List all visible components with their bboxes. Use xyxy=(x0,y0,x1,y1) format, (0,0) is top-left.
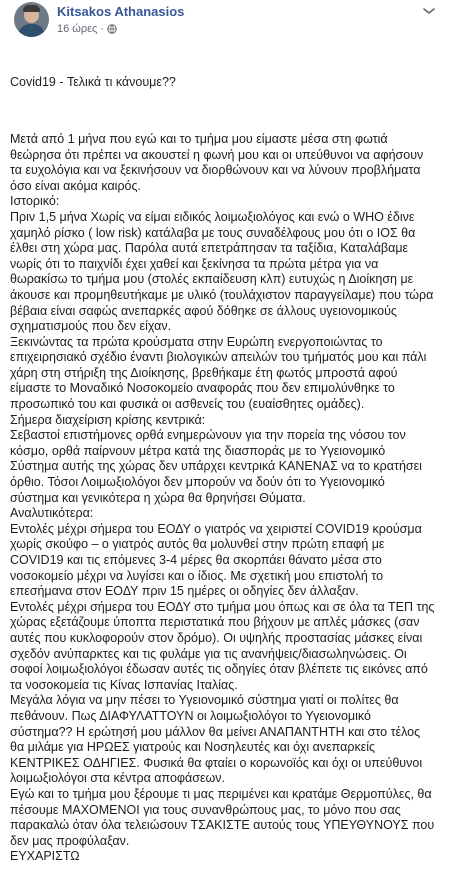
meta-separator: · xyxy=(100,23,105,35)
post-header xyxy=(10,0,442,40)
post-meta xyxy=(57,23,117,35)
post-content xyxy=(10,44,436,896)
author-name[interactable]: Kitsakos Athanasios xyxy=(57,4,185,19)
chevron-down-icon[interactable] xyxy=(422,6,436,16)
globe-icon xyxy=(107,24,117,34)
post-body: Μετά από 1 μήνα που εγώ και το τμήμα μου είμαστε μέσα στη φωτιά θεώρησα ότι πρέπει να ακουστεί η φωνή μου και οι υπεύθυνοι να αφήσουν τα ευχολόγια και να ξεκινήσουν να διορθώνουν και να λύνουν προβλήματα όσο είναι ακόμα καιρός. Ιστορικό: Πριν 1,5 μήνα Χωρίς να είμαι ειδικός λοιμωξιολόγος και ενώ ο WHO έδινε χαμηλό ρίσκο ( low risk) κατάλαβα με τους συναδέλφους μου ότι ο ΙΟΣ θα έλθει στη χώρα μας. Παρόλα αυτά επετράπησαν τα ταξίδια, Καταλάβαμε νωρίς ότι το παιχνίδι έχει χαθεί και ξεκίνησα τα πρώτα μέτρα για να θωρακίσω το τμήμα μου (στολές εκπαίδευση κλπ) ευτυχώς η Διοίκηση με άκουσε και προμηθευτήκαμε με υλικό (τουλάχιστον παραγγείλαμε) που τώρα βέβαια είναι σαφώς ανεπαρκές αφού δόθηκε σε άλλους υγειονομικούς σχηματισμούς που δεν είχαν. Ξεκινώντας τα πρώτα κρούσματα στην Ευρώπη ενεργοποιώντας το επιχειρησιακό σχέδιο έναντι βιολογικών απειλών του τμήματός μου και πάλι χάρη στη στήριξη της Διοίκησης, βρεθήκαμε έτη φωτός μπροστά αφού είμαστε το Μοναδικό Νοσοκομείο αναφοράς που δεν επιμολύνθηκε το προσωπικό του και φυσικά οι ασθενείς του (ευαίσθητες ομάδες). Σήμερα διαχείριση κρίσης κεντρικά: Σεβαστοί επιστήμονες ορθά ενημερώνουν για την πορεία της νόσου τον κόσμο, ορθά παίρνουν μέτρα κατά της διασποράς με το Υγειονομικό Σύστημα αυτής της χώρας δεν υπάρχει κεντρικά ΚΑΝΕΝΑΣ να το κρατήσει όρθιο. Τόσοι Λοιμωξιολόγοι δεν μπορούν να δούν ότι το Υγειονομικό σύστημα και γενικότερα η χώρα θα θρηνήσει Θύματα. Αναλυτικότερα: Εντολές μέχρι σήμερα του ΕΟΔΥ ο γιατρός να χειριστεί COVID19 κρούσμα χωρίς σκούφο – ο γιατρός αυτός θα μολυνθεί στην πρώτη επαφή με COVID19 και τις επόμενες 3-4 μέρες θα σκορπάει θάνατο μέσα στο νοσοκομείο μέχρι να λυγίσει και ο ίδιος. Με σχετική μου επιστολή το επεσήμανα στον ΕΟΔΥ πριν 15 ημέρες οι οδηγίες δεν άλλαξαν. Εντολές μέχρι σήμερα του ΕΟΔΥ στο τμήμα μου όπως και σε όλα τα ΤΕΠ της χώρας εξετάζουμε ύποπτα περιστατικά που βήχουν με απλές μάσκες (σαν αυτές που κυκλοφορούν στον δρόμο). Οι υψηλής προστασίας μάσκες είναι σχεδόν ανύπαρκτες και τις φυλάμε για τις ανανήψεις/διασωληνώσεις. Οι σοφοί λοιμωξιολόγοι έδωσαν αυτές τις οδηγίες όταν βλέπετε τις εικόνες από τα νοσοκομεία τις Κίνας Ισπανίας Ιταλίας. Μεγάλα λόγια να μην πέσει το Υγειονομικό σύστημα γιατί οι πολίτες θα πεθάνουν. Πως ΔΙΑΦΥΛΑΤΤΟΥΝ οι λοιμωξιολόγοι το Υγειονομικό σύστημα?? Η ερώτησή μου μάλλον θα μείνει ΑΝΑΠΑΝΤΗΤΗ και στο τέλος θα μιλάμε για ΗΡΩΕΣ γιατρούς και Νοσηλευτές και όχι ανεπαρκείς ΚΕΝΤΡΙΚΕΣ ΟΔΗΓΙΕΣ. Φυσικά θα φταίει ο κορωνοϊός και όχι οι υπεύθυνοι λοιμωξιολόγοι στα κέντρα αποφάσεων. Εγώ και το τμήμα μου ξέρουμε τι μας περιμένει και κρατάμε Θερμοπύλες, θα πέσουμε ΜΑΧΟΜΕΝΟΙ για τους συνανθρώπους μας, το μόνο που σας παρακαλώ όταν όλα τελειώσουν ΤΣΑΚΙΣΤΕ αυτούς τους ΥΠΕΥΘΥΝΟΥΣ που δεν μας προφύλαξαν. ΕΥΧΑΡΙΣΤΩ xyxy=(10,131,435,864)
post-title: Covid19 - Τελικά τι κάνουμε?? xyxy=(10,75,176,90)
avatar[interactable] xyxy=(14,2,49,37)
post-time[interactable]: 16 ώρες xyxy=(57,23,98,35)
